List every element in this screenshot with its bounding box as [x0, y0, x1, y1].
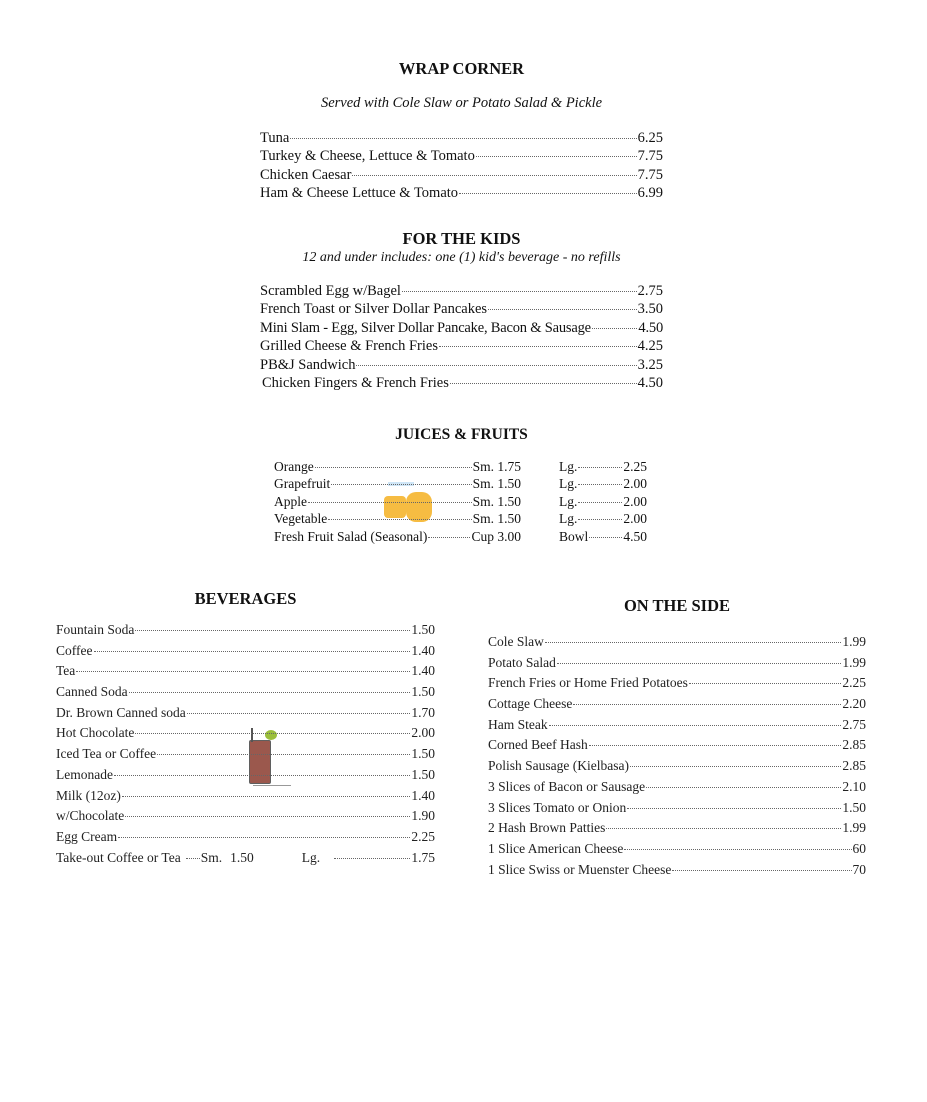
item-price: 2.85 — [842, 758, 866, 774]
item-price: 60 — [852, 840, 866, 856]
menu-item — [488, 675, 866, 696]
menu-item — [260, 185, 663, 203]
item-name: Take-out Coffee or Tea — [56, 849, 181, 865]
wrap-corner-title: WRAP CORNER — [398, 59, 525, 78]
beverages-list — [56, 622, 435, 870]
item-price: 1.40 — [411, 663, 435, 679]
dot-leader — [187, 713, 411, 714]
item-name: Dr. Brown Canned soda — [56, 704, 186, 720]
dot-leader — [578, 502, 622, 503]
menu-item — [56, 808, 435, 829]
item-price: 6.25 — [637, 130, 663, 146]
on-the-side-list — [488, 634, 866, 882]
item-name: Ham & Cheese Lettuce & Tomato — [260, 185, 459, 202]
menu-item — [260, 130, 663, 148]
dot-leader — [630, 766, 841, 767]
juice-item — [274, 511, 654, 528]
large-price: 2.00 — [623, 476, 647, 492]
dot-leader — [578, 484, 622, 485]
dot-leader — [402, 291, 637, 292]
item-name: Hot Chocolate — [56, 725, 135, 741]
dot-leader — [545, 642, 842, 643]
item-name: Iced Tea or Coffee — [56, 746, 157, 762]
menu-item — [56, 705, 435, 726]
item-price: 2.00 — [411, 725, 435, 741]
item-price: 4.25 — [637, 338, 663, 355]
kids-subtitle: 12 and under includes: one (1) kid's beverage - no refills — [302, 250, 621, 265]
dot-leader — [592, 328, 638, 329]
menu-item — [56, 725, 435, 746]
item-price: 1.50 — [411, 746, 435, 762]
item-name: Coffee — [56, 642, 93, 658]
item-name: Tea — [56, 663, 76, 679]
item-price: 2.20 — [842, 696, 866, 712]
dot-leader — [557, 663, 842, 664]
menu-item — [260, 375, 663, 393]
kids-list — [260, 283, 663, 393]
large-price: 4.50 — [623, 528, 647, 544]
dot-leader — [578, 519, 622, 520]
item-name: Mini Slam - Egg, Silver Dollar Pancake, Bacon & Sausage — [260, 319, 591, 336]
menu-item — [260, 301, 663, 319]
dot-leader — [331, 484, 471, 485]
menu-item — [488, 758, 866, 779]
dot-leader — [122, 796, 411, 797]
item-price: 4.50 — [637, 374, 663, 391]
item-price: 3.25 — [637, 356, 663, 373]
menu-item — [488, 655, 866, 676]
item-name: 1 Slice Swiss or Muenster Cheese — [488, 861, 672, 877]
item-price: 3.50 — [637, 301, 663, 318]
dot-leader — [549, 725, 842, 726]
item-price: 70 — [852, 861, 866, 877]
dot-leader — [334, 858, 410, 859]
item-name: Tuna — [260, 130, 290, 146]
item-price: 7.75 — [637, 166, 663, 183]
item-name: Milk (12oz) — [56, 787, 121, 803]
dot-leader — [578, 467, 622, 468]
menu-item — [56, 767, 435, 788]
dot-leader — [328, 519, 471, 520]
item-price: 2.75 — [842, 716, 866, 732]
item-price: 2.25 — [411, 828, 435, 844]
juices-title: JUICES & FRUITS — [395, 426, 528, 443]
item-price: 6.99 — [637, 185, 663, 202]
large-label: Bowl — [559, 528, 589, 544]
menu-item — [56, 829, 435, 850]
menu-item — [488, 717, 866, 738]
item-name: Turkey & Cheese, Lettuce & Tomato — [260, 148, 475, 165]
menu-item — [56, 643, 435, 664]
dot-leader — [118, 837, 410, 838]
beverages-title: BEVERAGES — [194, 589, 297, 608]
dot-leader — [428, 537, 470, 538]
dot-leader — [589, 537, 622, 538]
dot-leader — [606, 828, 841, 829]
dot-leader — [76, 671, 410, 672]
dot-leader — [135, 733, 410, 734]
item-price: 2.10 — [842, 778, 866, 794]
item-name: Cottage Cheese — [488, 696, 573, 712]
item-price: 7.75 — [637, 148, 663, 165]
item-name: Scrambled Egg w/Bagel — [260, 283, 401, 299]
dot-leader — [488, 309, 637, 310]
item-name: Apple — [274, 493, 307, 509]
item-name: Grapefruit — [274, 476, 331, 492]
large-label: Lg. — [559, 511, 578, 527]
item-name: 1 Slice American Cheese — [488, 840, 624, 856]
menu-item — [260, 283, 663, 301]
dot-leader — [94, 651, 411, 652]
menu-item — [488, 800, 866, 821]
menu-item — [488, 862, 866, 883]
on-the-side-title: ON THE SIDE — [623, 596, 731, 615]
item-name: French Fries or Home Fried Potatoes — [488, 675, 688, 691]
item-price: 1.99 — [842, 634, 866, 649]
large-price: 1.75 — [411, 849, 435, 865]
item-name: w/Chocolate — [56, 808, 125, 824]
menu-item — [488, 634, 866, 655]
dot-leader — [672, 870, 851, 871]
dot-leader — [135, 630, 410, 631]
wrap-corner-subtitle: Served with Cole Slaw or Potato Salad & Pickle — [320, 95, 603, 111]
menu-item — [260, 167, 663, 185]
large-label: Lg. — [559, 476, 578, 492]
item-name: Orange — [274, 459, 314, 474]
dot-leader — [186, 858, 200, 859]
item-name: Chicken Fingers & French Fries — [262, 374, 449, 391]
dot-leader — [114, 775, 410, 776]
item-name: Canned Soda — [56, 684, 128, 700]
item-name: Cole Slaw — [488, 634, 544, 649]
menu-item — [56, 663, 435, 684]
item-name: Ham Steak — [488, 716, 548, 732]
item-price: 2.75 — [637, 283, 663, 299]
menu-item — [488, 820, 866, 841]
dot-leader — [439, 346, 637, 347]
item-price: 1.99 — [842, 654, 866, 670]
item-name: French Toast or Silver Dollar Pancakes — [260, 301, 488, 318]
small-price: Cup 3.00 — [471, 528, 521, 544]
dot-leader — [125, 816, 410, 817]
item-price: 1.50 — [411, 622, 435, 637]
large-price: 2.00 — [623, 511, 647, 527]
item-name: Potato Salad — [488, 654, 556, 670]
item-price: 1.50 — [411, 766, 435, 782]
item-name: Polish Sausage (Kielbasa) — [488, 758, 629, 774]
dot-leader — [290, 138, 636, 139]
large-price: 2.25 — [623, 459, 647, 474]
dot-leader — [627, 808, 841, 809]
item-name: Egg Cream — [56, 828, 118, 844]
large-price: 2.00 — [623, 493, 647, 509]
item-price: 1.99 — [842, 820, 866, 836]
item-price: 1.50 — [411, 684, 435, 700]
item-name: 2 Hash Brown Patties — [488, 820, 606, 836]
menu-item — [56, 622, 435, 643]
menu-item — [260, 320, 663, 338]
kids-title: FOR THE KIDS — [402, 229, 521, 248]
dot-leader — [476, 156, 637, 157]
item-price: 1.90 — [411, 808, 435, 824]
menu-item — [56, 788, 435, 809]
menu-item — [488, 696, 866, 717]
item-price: 1.40 — [411, 642, 435, 658]
dot-leader — [157, 754, 410, 755]
item-name: 3 Slices of Bacon or Sausage — [488, 778, 646, 794]
dot-leader — [689, 683, 842, 684]
dot-leader — [646, 787, 841, 788]
item-name: Corned Beef Hash — [488, 737, 588, 753]
dot-leader — [589, 745, 842, 746]
takeout-item — [56, 850, 435, 871]
menu-item — [56, 746, 435, 767]
menu-item — [56, 684, 435, 705]
menu-item — [260, 148, 663, 166]
menu-item — [488, 779, 866, 800]
item-name: Lemonade — [56, 766, 113, 782]
dot-leader — [129, 692, 411, 693]
item-name: Grilled Cheese & French Fries — [260, 338, 438, 355]
menu-item — [488, 841, 866, 862]
item-price: 4.50 — [638, 319, 663, 336]
juice-item — [274, 459, 654, 476]
item-price: 2.25 — [842, 675, 866, 691]
juices-list — [274, 459, 654, 546]
small-price: 1.50 — [230, 849, 254, 865]
dot-leader — [450, 383, 637, 384]
dot-leader — [352, 175, 636, 176]
dot-leader — [573, 704, 841, 705]
small-price: Sm. 1.50 — [472, 511, 521, 527]
menu-item — [260, 357, 663, 375]
small-price: Sm. 1.75 — [472, 459, 521, 474]
large-label: Lg. — [559, 459, 578, 474]
dot-leader — [308, 502, 472, 503]
juice-item — [274, 529, 654, 546]
dot-leader — [624, 849, 851, 850]
small-price: Sm. 1.50 — [472, 493, 521, 509]
item-name: Vegetable — [274, 511, 328, 527]
item-name: Fountain Soda — [56, 622, 135, 637]
menu-item — [260, 338, 663, 356]
item-price: 1.70 — [411, 704, 435, 720]
small-price: Sm. 1.50 — [472, 476, 521, 492]
dot-leader — [459, 193, 637, 194]
item-price: 2.85 — [842, 737, 866, 753]
dot-leader — [315, 467, 472, 468]
item-name: 3 Slices Tomato or Onion — [488, 799, 627, 815]
menu-item — [488, 737, 866, 758]
wrap-corner-list — [260, 130, 663, 204]
item-name: Fresh Fruit Salad (Seasonal) — [274, 528, 428, 544]
juice-item — [274, 494, 654, 511]
item-price: 1.50 — [842, 799, 866, 815]
dot-leader — [356, 365, 636, 366]
large-label: Lg. — [559, 493, 578, 509]
item-name: PB&J Sandwich — [260, 356, 356, 373]
item-name: Chicken Caesar — [260, 166, 352, 183]
item-price: 1.40 — [411, 787, 435, 803]
small-label: Sm. — [200, 849, 223, 865]
juice-item — [274, 476, 654, 493]
large-label: Lg. — [301, 849, 321, 865]
